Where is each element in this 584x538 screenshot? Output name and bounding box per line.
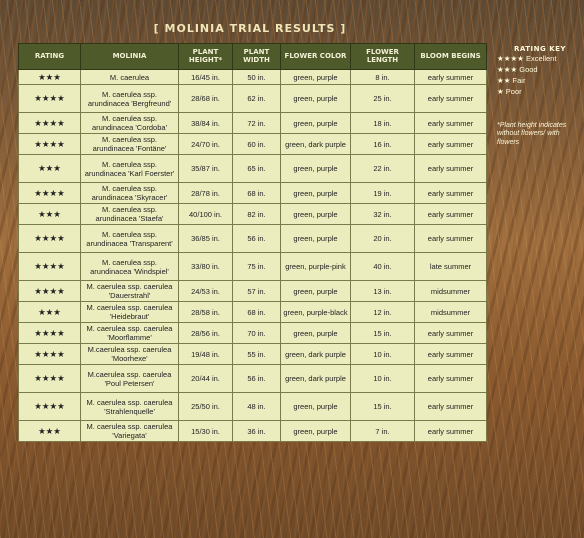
- table-row: [19, 85, 487, 113]
- bloom-begins-cell: early summer: [415, 344, 487, 365]
- plant-name-cell: M. caerulea ssp. caerulea 'Strahlenquelle': [81, 393, 179, 421]
- flower-length-cell: 15 in.: [351, 393, 415, 421]
- flower-color-cell: green, purple: [281, 204, 351, 225]
- plant-name-cell: M. caerulea ssp. caerulea 'Dauerstrahl': [81, 281, 179, 302]
- plant-width-cell: 60 in.: [233, 134, 281, 155]
- plant-height-cell: 20/44 in.: [179, 365, 233, 393]
- plant-height-cell: 24/70 in.: [179, 134, 233, 155]
- rating-cell: ★★★: [19, 421, 81, 442]
- height-footnote: *Plant height indicates without flowers/ with flowers: [497, 121, 567, 147]
- flower-color-cell: green, purple: [281, 323, 351, 344]
- header-rating: RATING: [19, 44, 81, 70]
- plant-height-cell: 33/80 in.: [179, 253, 233, 281]
- plant-width-cell: 65 in.: [233, 155, 281, 183]
- bloom-begins-cell: early summer: [415, 113, 487, 134]
- table-row: [19, 281, 487, 302]
- flower-length-cell: 22 in.: [351, 155, 415, 183]
- flower-length-cell: 15 in.: [351, 323, 415, 344]
- header-plant-height: PLANT HEIGHT*: [179, 44, 233, 70]
- flower-length-cell: 32 in.: [351, 204, 415, 225]
- plant-name-cell: M. caerulea ssp. arundinacea 'Staefa': [81, 204, 179, 225]
- rating-cell: ★★★★: [19, 253, 81, 281]
- rating-cell: ★★★: [19, 70, 81, 85]
- plant-height-cell: 28/58 in.: [179, 302, 233, 323]
- table-row: [19, 421, 487, 442]
- rating-key-item: ★★★ Good: [497, 65, 538, 75]
- plant-width-cell: 72 in.: [233, 113, 281, 134]
- plant-width-cell: 62 in.: [233, 85, 281, 113]
- plant-height-cell: 15/30 in.: [179, 421, 233, 442]
- header-flower-color: FLOWER COLOR: [281, 44, 351, 70]
- flower-color-cell: green, purple: [281, 225, 351, 253]
- flower-length-cell: 7 in.: [351, 421, 415, 442]
- plant-name-cell: M. caerulea ssp. arundinacea 'Karl Foerster': [81, 155, 179, 183]
- plant-width-cell: 48 in.: [233, 393, 281, 421]
- table-row: [19, 134, 487, 155]
- plant-name-cell: M. caerulea ssp. caerulea 'Moorflamme': [81, 323, 179, 344]
- table-row: [19, 253, 487, 281]
- flower-color-cell: green, purple: [281, 183, 351, 204]
- header-plant-width: PLANT WIDTH: [233, 44, 281, 70]
- plant-name-cell: M.caerulea ssp. caerulea 'Poul Petersen': [81, 365, 179, 393]
- plant-height-cell: 28/56 in.: [179, 323, 233, 344]
- plant-width-cell: 68 in.: [233, 183, 281, 204]
- plant-height-cell: 35/87 in.: [179, 155, 233, 183]
- flower-color-cell: green, purple: [281, 393, 351, 421]
- header-molinia: MOLINIA: [81, 44, 179, 70]
- plant-name-cell: M. caerulea ssp. caerulea 'Variegata': [81, 421, 179, 442]
- bloom-begins-cell: early summer: [415, 365, 487, 393]
- bloom-begins-cell: early summer: [415, 225, 487, 253]
- plant-height-cell: 38/84 in.: [179, 113, 233, 134]
- flower-color-cell: green, purple: [281, 85, 351, 113]
- bloom-begins-cell: early summer: [415, 421, 487, 442]
- rating-cell: ★★★★: [19, 281, 81, 302]
- plant-height-cell: 19/48 in.: [179, 344, 233, 365]
- bloom-begins-cell: early summer: [415, 85, 487, 113]
- plant-width-cell: 57 in.: [233, 281, 281, 302]
- bloom-begins-cell: early summer: [415, 155, 487, 183]
- rating-cell: ★★★★: [19, 85, 81, 113]
- rating-cell: ★★★★: [19, 323, 81, 344]
- table-row: [19, 344, 487, 365]
- bloom-begins-cell: early summer: [415, 204, 487, 225]
- table-row: [19, 323, 487, 344]
- table-row: [19, 204, 487, 225]
- plant-name-cell: M.caerulea ssp. caerulea 'Moorhexe': [81, 344, 179, 365]
- rating-cell: ★★★: [19, 155, 81, 183]
- rating-key-item: ★★★★ Excellent: [497, 54, 557, 64]
- flower-length-cell: 13 in.: [351, 281, 415, 302]
- flower-color-cell: green, purple: [281, 113, 351, 134]
- bloom-begins-cell: early summer: [415, 134, 487, 155]
- plant-width-cell: 68 in.: [233, 302, 281, 323]
- table-row: [19, 155, 487, 183]
- plant-width-cell: 36 in.: [233, 421, 281, 442]
- plant-height-cell: 28/68 in.: [179, 85, 233, 113]
- plant-width-cell: 50 in.: [233, 70, 281, 85]
- table-row: [19, 365, 487, 393]
- flower-color-cell: green, purple: [281, 70, 351, 85]
- bloom-begins-cell: early summer: [415, 323, 487, 344]
- plant-width-cell: 56 in.: [233, 365, 281, 393]
- plant-width-cell: 55 in.: [233, 344, 281, 365]
- table-header-row: [19, 44, 487, 70]
- plant-name-cell: M. caerulea ssp. arundinacea 'Bergfreund': [81, 85, 179, 113]
- flower-length-cell: 40 in.: [351, 253, 415, 281]
- plant-width-cell: 56 in.: [233, 225, 281, 253]
- flower-length-cell: 19 in.: [351, 183, 415, 204]
- flower-length-cell: 16 in.: [351, 134, 415, 155]
- rating-cell: ★★★: [19, 204, 81, 225]
- table-row: [19, 70, 487, 85]
- bloom-begins-cell: early summer: [415, 70, 487, 85]
- page-title: [ MOLINIA TRIAL RESULTS ]: [153, 22, 347, 35]
- plant-height-cell: 40/100 in.: [179, 204, 233, 225]
- rating-key: [497, 44, 583, 148]
- rating-key-item: ★★ Fair: [497, 75, 526, 85]
- table-body: [19, 70, 487, 442]
- flower-color-cell: green, dark purple: [281, 134, 351, 155]
- plant-width-cell: 82 in.: [233, 204, 281, 225]
- plant-name-cell: M. caerulea ssp. arundinacea 'Transparent': [81, 225, 179, 253]
- bloom-begins-cell: late summer: [415, 253, 487, 281]
- rating-key-title: RATING KEY: [514, 45, 566, 53]
- flower-color-cell: green, purple-pink: [281, 253, 351, 281]
- rating-cell: ★★★: [19, 302, 81, 323]
- plant-height-cell: 28/78 in.: [179, 183, 233, 204]
- rating-cell: ★★★★: [19, 183, 81, 204]
- plant-width-cell: 75 in.: [233, 253, 281, 281]
- plant-name-cell: M. caerulea: [81, 70, 179, 85]
- table-row: [19, 183, 487, 204]
- rating-cell: ★★★★: [19, 113, 81, 134]
- table-row: [19, 225, 487, 253]
- flower-color-cell: green, dark purple: [281, 365, 351, 393]
- bloom-begins-cell: midsummer: [415, 302, 487, 323]
- flower-color-cell: green, purple: [281, 155, 351, 183]
- rating-key-item: ★ Poor: [497, 86, 522, 96]
- flower-color-cell: green, purple: [281, 281, 351, 302]
- bloom-begins-cell: early summer: [415, 183, 487, 204]
- header-bloom-begins: BLOOM BEGINS: [415, 44, 487, 70]
- plant-name-cell: M. caerulea ssp. arundinacea 'Fontäne': [81, 134, 179, 155]
- table-row: [19, 393, 487, 421]
- flower-length-cell: 10 in.: [351, 365, 415, 393]
- rating-key-list: [497, 54, 583, 98]
- flower-length-cell: 8 in.: [351, 70, 415, 85]
- results-table: [18, 43, 487, 442]
- plant-name-cell: M. caerulea ssp. arundinacea 'Skyracer': [81, 183, 179, 204]
- plant-width-cell: 70 in.: [233, 323, 281, 344]
- rating-cell: ★★★★: [19, 344, 81, 365]
- flower-length-cell: 25 in.: [351, 85, 415, 113]
- plant-name-cell: M. caerulea ssp. arundinacea 'Cordoba': [81, 113, 179, 134]
- flower-length-cell: 18 in.: [351, 113, 415, 134]
- flower-length-cell: 20 in.: [351, 225, 415, 253]
- plant-name-cell: M. caerulea ssp. arundinacea 'Windspiel': [81, 253, 179, 281]
- rating-cell: ★★★★: [19, 134, 81, 155]
- bloom-begins-cell: midsummer: [415, 281, 487, 302]
- table-row: [19, 113, 487, 134]
- bloom-begins-cell: early summer: [415, 393, 487, 421]
- table-row: [19, 302, 487, 323]
- plant-height-cell: 36/85 in.: [179, 225, 233, 253]
- rating-cell: ★★★★: [19, 365, 81, 393]
- flower-color-cell: green, dark purple: [281, 344, 351, 365]
- plant-height-cell: 16/45 in.: [179, 70, 233, 85]
- plant-height-cell: 24/53 in.: [179, 281, 233, 302]
- plant-name-cell: M. caerulea ssp. caerulea 'Heidebraut': [81, 302, 179, 323]
- header-flower-length: FLOWER LENGTH: [351, 44, 415, 70]
- plant-height-cell: 25/50 in.: [179, 393, 233, 421]
- rating-cell: ★★★★: [19, 225, 81, 253]
- flower-color-cell: green, purple: [281, 421, 351, 442]
- flower-length-cell: 10 in.: [351, 344, 415, 365]
- flower-length-cell: 12 in.: [351, 302, 415, 323]
- rating-cell: ★★★★: [19, 393, 81, 421]
- flower-color-cell: green, purple-black: [281, 302, 351, 323]
